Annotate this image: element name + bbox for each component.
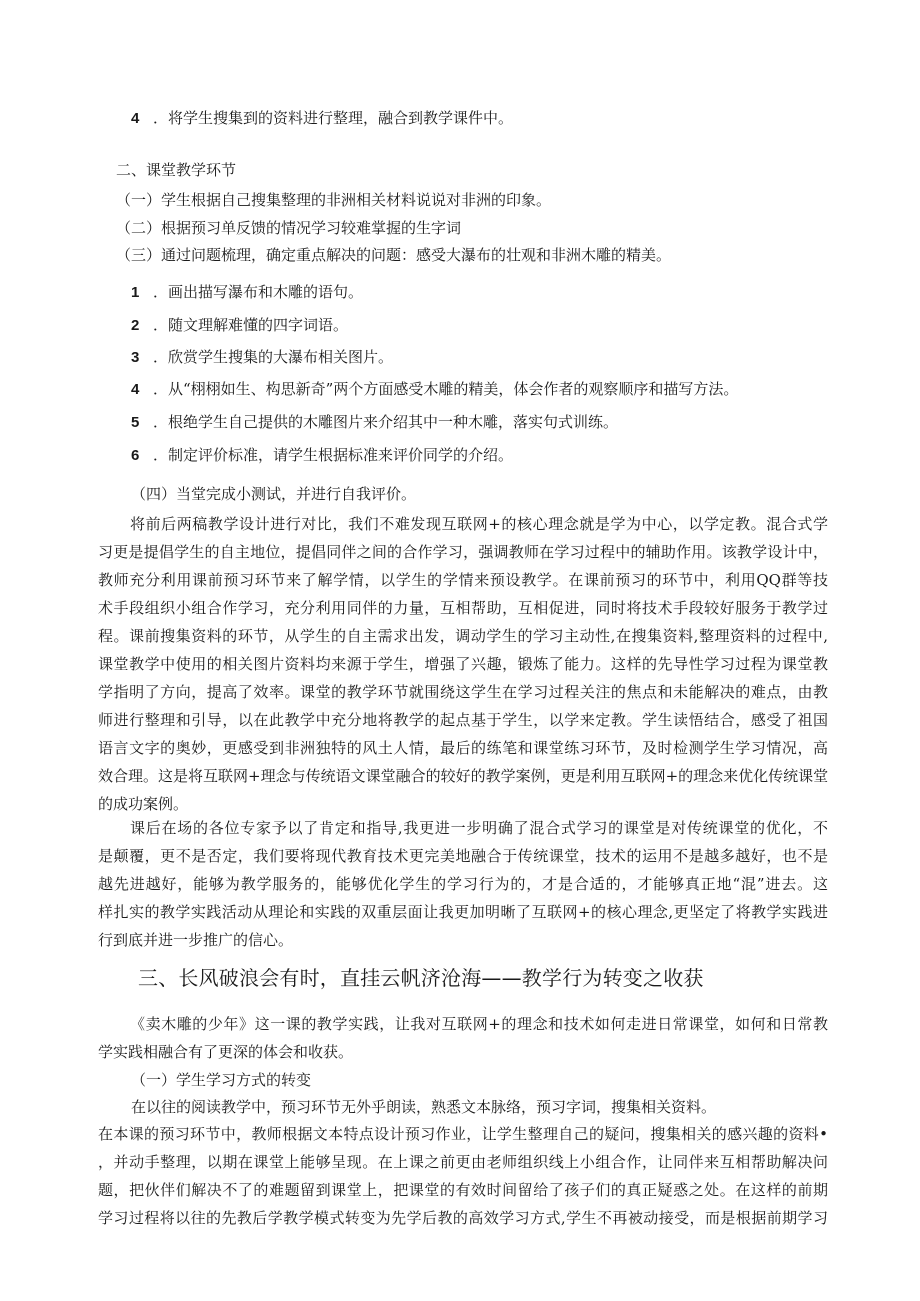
paragraph-line: ，并动手整理，以期在课堂上能够呈现。在上课之前更由老师组织线上小组合作，让同伴来互相帮助解决问 [98,1153,828,1171]
list-item-text: ．欣赏学生搜集的大瀑布相关图片。 [153,348,394,366]
subsection-heading: （三）通过问题梳理，确定重点解决的问题：感受大瀑布的壮观和非洲木雕的精美。 [116,246,672,264]
paragraph-line: 越先进越好，能够为教学服务的，能够优化学生的学习行为的，才是合适的，才能够真正地“混”进去。这 [98,875,828,893]
section-heading: 二、课堂教学环节 [116,161,237,179]
subsection-heading: （四）当堂完成小测试，并进行自我评价。 [131,485,417,503]
list-item [131,315,348,336]
section-heading: 三、长风破浪会有时，直挂云帆济沧海——教学行为转变之收获 [138,966,704,990]
paragraph-line: 行到底并进一步推广的信心。 [98,931,294,949]
paragraph-line: 学习过程将以往的先教后学教学模式转变为先学后教的高效学习方式,学生不再被动接受，而是根据前期学习 [98,1209,828,1227]
list-item [131,108,513,129]
paragraph-line: 课堂教学中使用的相关图片资料均来源于学生，增强了兴趣，锻炼了能力。这样的先导性学习过程为课堂教 [98,655,828,673]
list-item-text: ．从“栩栩如生、构思新奇”两个方面感受木雕的精美，体会作者的观察顺序和描写方法。 [153,380,739,398]
paragraph-line: 师进行整理和引导，以在此教学中充分地将教学的起点基于学生，以学来定教。学生读悟结合，感受了祖国 [98,711,828,729]
paragraph-line: 《卖木雕的少年》这一课的教学实践，让我对互联网+的理念和技术如何走进日常课堂，如何和日常教 [130,1015,828,1033]
subsection-heading: （二）根据预习单反馈的情况学习较难掌握的生字词 [116,219,462,237]
paragraph-line: 语言文字的奥妙，更感受到非洲独特的风土人情，最后的练笔和课堂练习环节，及时检测学生学习情况，高 [98,739,828,757]
paragraph-line: 学实践相融合有了更深的体会和收获。 [98,1043,354,1061]
subsection-heading: （一）学生根据自己搜集整理的非洲相关材料说说对非洲的印象。 [116,191,552,209]
paragraph-line: 在本课的预习环节中，教师根据文本特点设计预习作业，让学生整理自己的疑问，搜集相关的感兴趣的资料• [98,1125,828,1143]
list-item [131,412,618,433]
paragraph-line: 在以往的阅读教学中，预习环节无外乎朗读，熟悉文本脉络，预习字词，搜集相关资料。 [131,1098,717,1116]
list-item-number: 2 [131,317,140,334]
list-item-number: 6 [131,447,140,464]
list-item [131,379,738,400]
paragraph-line: 样扎实的教学实践活动从理论和实践的双重层面让我更加明晰了互联网+的核心理念,更坚定了将教学实践进 [98,903,828,921]
paragraph-line: 将前后两稿教学设计进行对比，我们不难发现互联网+的核心理念就是学为中心，以学定教。混合式学 [130,515,828,533]
paragraph-line: 教师充分利用课前预习环节来了解学情，以学生的学情来预设教学。在课前预习的环节中，利用QQ群等技 [98,571,828,589]
list-item-number: 4 [131,110,140,127]
body-paragraph [98,814,828,954]
body-paragraph [98,510,828,818]
paragraph-line: 题，把伙伴们解决不了的难题留到课堂上，把课堂的有效时间留给了孩子们的真正疑惑之处。在这样的前期 [98,1181,828,1199]
paragraph-line: 习更是提倡学生的自主地位，提倡同伴之间的合作学习，强调教师在学习过程中的辅助作用。该教学设计中， [98,543,828,561]
subsection-heading: （一）学生学习方式的转变 [131,1071,312,1089]
list-item-number: 1 [131,284,140,301]
paragraph-line: 术手段组织小组合作学习，充分利用同伴的力量，互相帮助，互相促进，同时将技术手段较好服务于教学过 [98,599,828,617]
list-item-number: 5 [131,414,140,431]
paragraph-line: 程。课前搜集资料的环节，从学生的自主需求出发，调动学生的学习主动性,在搜集资料,整理资料的过程中, [98,627,828,645]
paragraph-line: 的成功案例。 [98,795,189,813]
list-item-number: 3 [131,349,140,366]
paragraph-line: 效合理。这是将互联网+理念与传统语文课堂融合的较好的教学案例，更是利用互联网+的理念来优化传统课堂 [98,767,829,785]
list-item-text: ．将学生搜集到的资料进行整理，融合到教学课件中。 [153,109,514,127]
list-item-text: ．随文理解难懂的四字词语。 [153,316,349,334]
list-item [131,282,363,303]
list-item-text: ．根绝学生自己提供的木雕图片来介绍其中一种木雕，落实句式训练。 [153,413,619,431]
body-paragraph [98,1120,828,1232]
paragraph-line: 学指明了方向，提高了效率。课堂的教学环节就围绕这学生在学习过程关注的焦点和未能解决的难点，由教 [98,683,828,701]
paragraph-line: 是颠覆，更不是否定，我们要将现代教育技术更完美地融合于传统课堂，技术的运用不是越多越好，也不是 [98,847,828,865]
list-item-number: 4 [131,381,140,398]
body-paragraph [98,1010,828,1066]
paragraph-line: 课后在场的各位专家予以了肯定和指导,我更进一步明确了混合式学习的课堂是对传统课堂的优化，不 [130,819,828,837]
list-item-text: ．制定评价标准，请学生根据标准来评价同学的介绍。 [153,446,514,464]
list-item-text: ．画出描写瀑布和木雕的语句。 [153,283,364,301]
list-item [131,347,393,368]
list-item [131,445,513,466]
